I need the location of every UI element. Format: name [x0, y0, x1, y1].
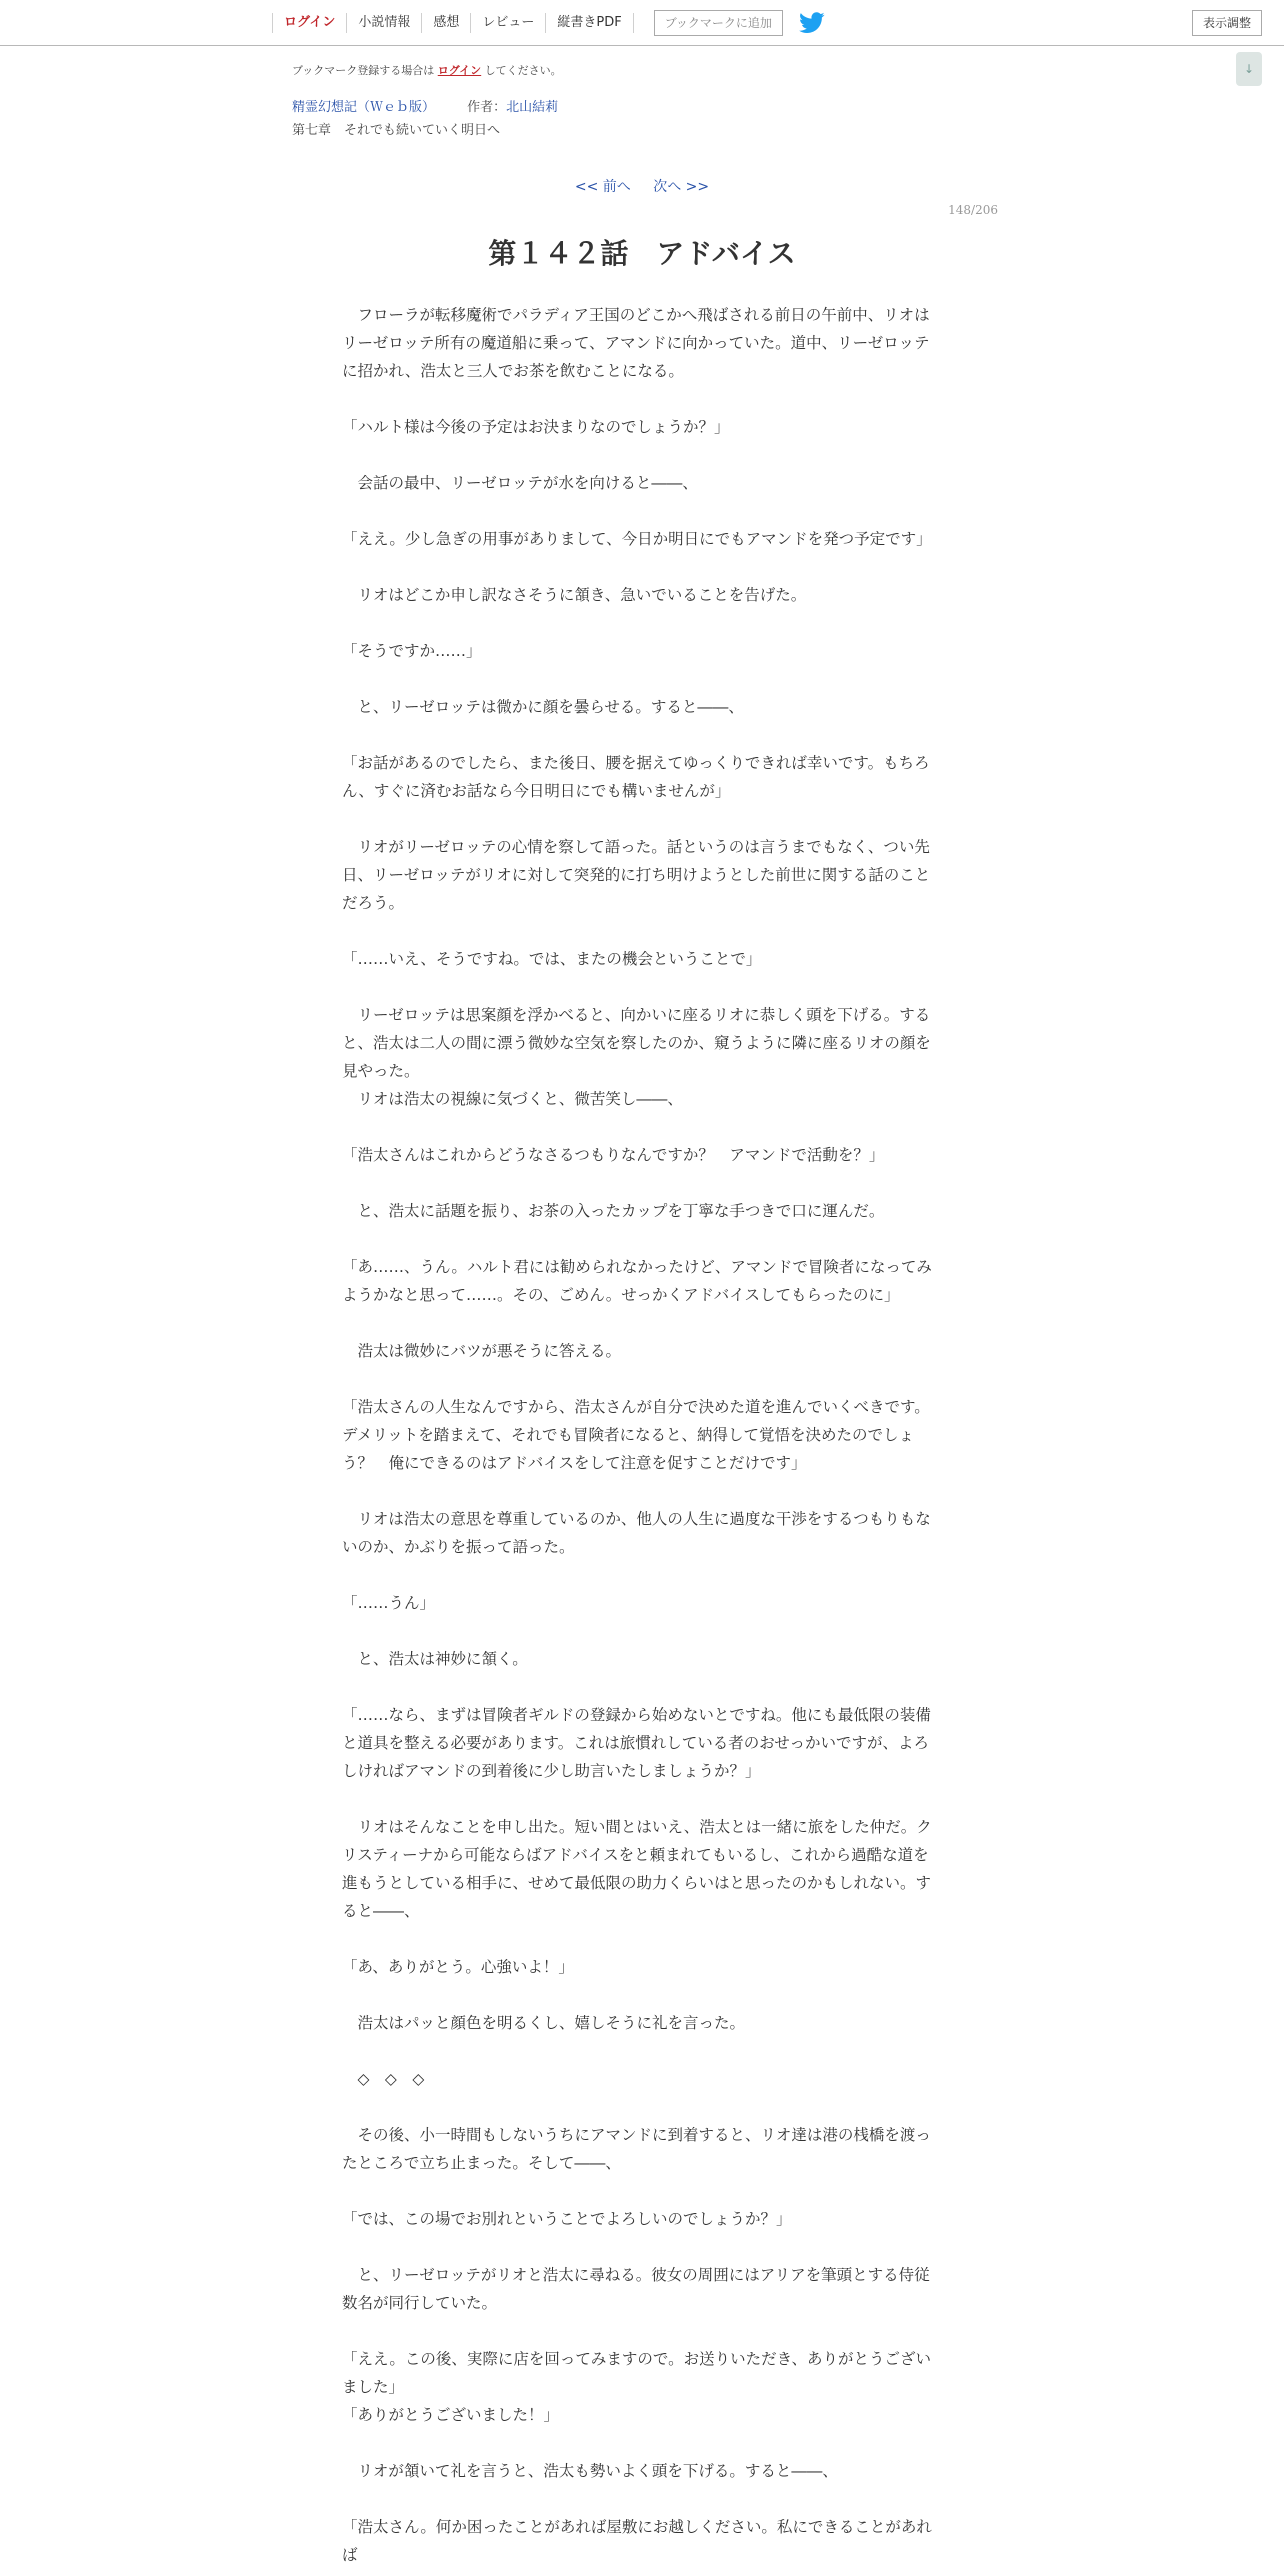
blank-line [342, 973, 938, 1001]
author-label: 作者： [467, 100, 507, 115]
body-paragraph: 浩太はパッと顔色を明るくし、嬉しそうに礼を言った。 [342, 2014, 746, 2032]
body-paragraph: と、浩太は神妙に頷く。 [342, 1650, 528, 1668]
nav-review[interactable]: レビュー [470, 13, 545, 33]
blank-line [342, 721, 938, 749]
body-paragraph: 「……なら、まずは冒険者ギルドの登録から始めないとですね。他にも最低限の装備と道具を整える必要があります。これは旅慣れしている者のおせっかいですが、よろしければアマンドの到着後に少し助言いたしましょうか？」 [342, 1706, 931, 1780]
body-paragraph: 「そうですか……」 [342, 642, 482, 660]
blank-line [342, 2485, 938, 2513]
novel-body [342, 301, 938, 2569]
login-notice [292, 62, 562, 78]
body-paragraph: リオはそんなことを申し出た。短い間とはいえ、浩太とは一緒に旅をした仲だ。クリスティーナから可能ならばアドバイスをと頼まれてもいるし、これから過酷な道を進もうとしている相手に、せめて最低限の助力くらいはと思ったのかもしれない。すると――、 [342, 1818, 932, 1920]
body-paragraph: リオがリーゼロッテの心情を察して語った。話というのは言うまでもなく、つい先日、リーゼロッテがリオに対して突発的に打ち明けようとした前世に関する話のことだろう。 [342, 838, 931, 912]
body-paragraph: 「ハルト様は今後の予定はお決まりなのでしょうか？」 [342, 418, 730, 436]
blank-line [342, 1113, 938, 1141]
blank-line [342, 609, 938, 637]
blank-line [342, 497, 938, 525]
author-link[interactable]: 北山結莉 [506, 100, 559, 115]
body-paragraph: 「では、この場でお別れということでよろしいのでしょうか？」 [342, 2210, 792, 2228]
body-paragraph: リオが頷いて礼を言うと、浩太も勢いよく頭を下げる。すると――、 [342, 2462, 838, 2480]
page-number: 148/206 [948, 203, 998, 217]
blank-line [342, 1617, 938, 1645]
body-paragraph: フローラが転移魔術でパラディア王国のどこかへ飛ばされる前日の午前中、リオはリーゼロッテ所有の魔道船に乗って、アマンドに向かっていた。道中、リーゼロッテに招かれ、浩太と三人でお茶を飲むことになる。 [342, 306, 930, 380]
notice-text-before: ブックマーク登録する場合は [292, 64, 438, 77]
body-paragraph: 浩太は微妙にバツが悪そうに答える。 [342, 1342, 622, 1360]
scroll-down-button[interactable]: ↓ [1236, 52, 1262, 86]
blank-line [342, 1309, 938, 1337]
notice-text-after: してください。 [481, 64, 562, 77]
body-paragraph: ◇ ◇ ◇ [342, 2070, 425, 2088]
body-paragraph: リオは浩太の視線に気づくと、微苦笑し――、 [342, 1090, 683, 1108]
body-paragraph: 「浩太さんの人生なんですから、浩太さんが自分で決めた道を進んでいくべきです。デメリットを踏まえて、それでも冒険者になると、納得して覚悟を決めたのでしょう？ 俺にできるのはアドバイスをして注意を促すことだけです」 [342, 1398, 930, 1472]
body-paragraph: 「ええ。この後、実際に店を回ってみますので。お送りいただき、ありがとうございました」 [342, 2350, 932, 2396]
nav-novel-info[interactable]: 小説情報 [346, 13, 421, 33]
body-paragraph: 「あ……、うん。ハルト君には勧められなかったけど、アマンドで冒険者になってみようかなと思って……。その、ごめん。せっかくアドバイスしてもらったのに」 [342, 1258, 932, 1304]
blank-line [342, 553, 938, 581]
novel-title-link[interactable]: 精霊幻想記（Ｗｅｂ版） [292, 100, 436, 115]
nav-impressions[interactable]: 感想 [421, 13, 470, 33]
blank-line [342, 2317, 938, 2345]
blank-line [342, 1925, 938, 1953]
blank-line [342, 1561, 938, 1589]
body-paragraph: リオは浩太の意思を尊重しているのか、他人の人生に過度な干渉をするつもりもないのか、かぶりを振って語った。 [342, 1510, 931, 1556]
blank-line [342, 2037, 938, 2065]
blank-line [342, 1365, 938, 1393]
body-paragraph: と、リーゼロッテがリオと浩太に尋ねる。彼女の周囲にはアリアを筆頭とする侍従数名が同行していた。 [342, 2266, 930, 2312]
top-nav [272, 0, 825, 46]
novel-info [292, 98, 558, 118]
nav-vertical-pdf[interactable]: 縦書きPDF [545, 13, 633, 33]
body-paragraph: と、リーゼロッテは微かに顔を曇らせる。すると――、 [342, 698, 744, 716]
chapter-title: 第七章 それでも続いていく明日へ [292, 123, 501, 138]
body-paragraph: 「お話があるのでしたら、また後日、腰を据えてゆっくりできれば幸いです。もちろん、すぐに済むお話なら今日明日にでも構いませんが」 [342, 754, 930, 800]
blank-line [342, 665, 938, 693]
episode-title: 第１４２話 アドバイス [488, 237, 796, 270]
body-paragraph: 「ありがとうございました！」 [342, 2406, 560, 2424]
body-paragraph: 「浩太さんはこれからどうなさるつもりなんですか？ アマンドで活動を？」 [342, 1146, 885, 1164]
blank-line [342, 805, 938, 833]
blank-line [342, 1673, 938, 1701]
nav-login[interactable]: ログイン [272, 13, 346, 33]
blank-line [342, 2093, 938, 2121]
blank-line [342, 2429, 938, 2457]
blank-line [342, 1981, 938, 2009]
blank-line [342, 441, 938, 469]
blank-line [342, 385, 938, 413]
prev-link[interactable]: << 前へ [574, 179, 631, 195]
body-paragraph: 「……いえ、そうですね。では、またの機会ということで」 [342, 950, 762, 968]
twitter-bird-icon[interactable] [799, 12, 825, 34]
body-paragraph: 「あ、ありがとう。心強いよ！」 [342, 1958, 574, 1976]
next-link[interactable]: 次へ >> [653, 179, 710, 195]
body-paragraph: リオはどこか申し訳なさそうに頷き、急いでいることを告げた。 [342, 586, 807, 604]
body-paragraph: リーゼロッテは思案顔を浮かべると、向かいに座るリオに恭しく頭を下げる。すると、浩太は二人の間に漂う微妙な空気を察したのか、窺うように隣に座るリオの顔を見やった。 [342, 1006, 931, 1080]
blank-line [342, 2177, 938, 2205]
blank-line [342, 2233, 938, 2261]
body-paragraph: その後、小一時間もしないうちにアマンドに到着すると、リオ達は港の桟橋を渡ったところで立ち止まった。そして――、 [342, 2126, 931, 2172]
blank-line [342, 1785, 938, 1813]
blank-line [342, 1169, 938, 1197]
blank-line [342, 1225, 938, 1253]
blank-line [342, 1477, 938, 1505]
add-bookmark-button[interactable]: ブックマークに追加 [654, 10, 783, 36]
body-paragraph: 「ええ。少し急ぎの用事がありまして、今日か明日にでもアマンドを発つ予定です」 [342, 530, 932, 548]
display-settings-button[interactable]: 表示調整 [1192, 10, 1262, 36]
top-bar [0, 0, 1284, 46]
body-paragraph: 会話の最中、リーゼロッテが水を向けると――、 [342, 474, 698, 492]
body-paragraph: と、浩太に話題を振り、お茶の入ったカップを丁寧な手つきで口に運んだ。 [342, 1202, 885, 1220]
body-paragraph: 「……うん」 [342, 1594, 436, 1612]
body-paragraph: 「浩太さん。何か困ったことがあれば屋敷にお越しください。私にできることがあれば [342, 2518, 932, 2564]
pager [0, 176, 1284, 196]
blank-line [342, 917, 938, 945]
notice-login-link[interactable]: ログイン [437, 64, 482, 77]
